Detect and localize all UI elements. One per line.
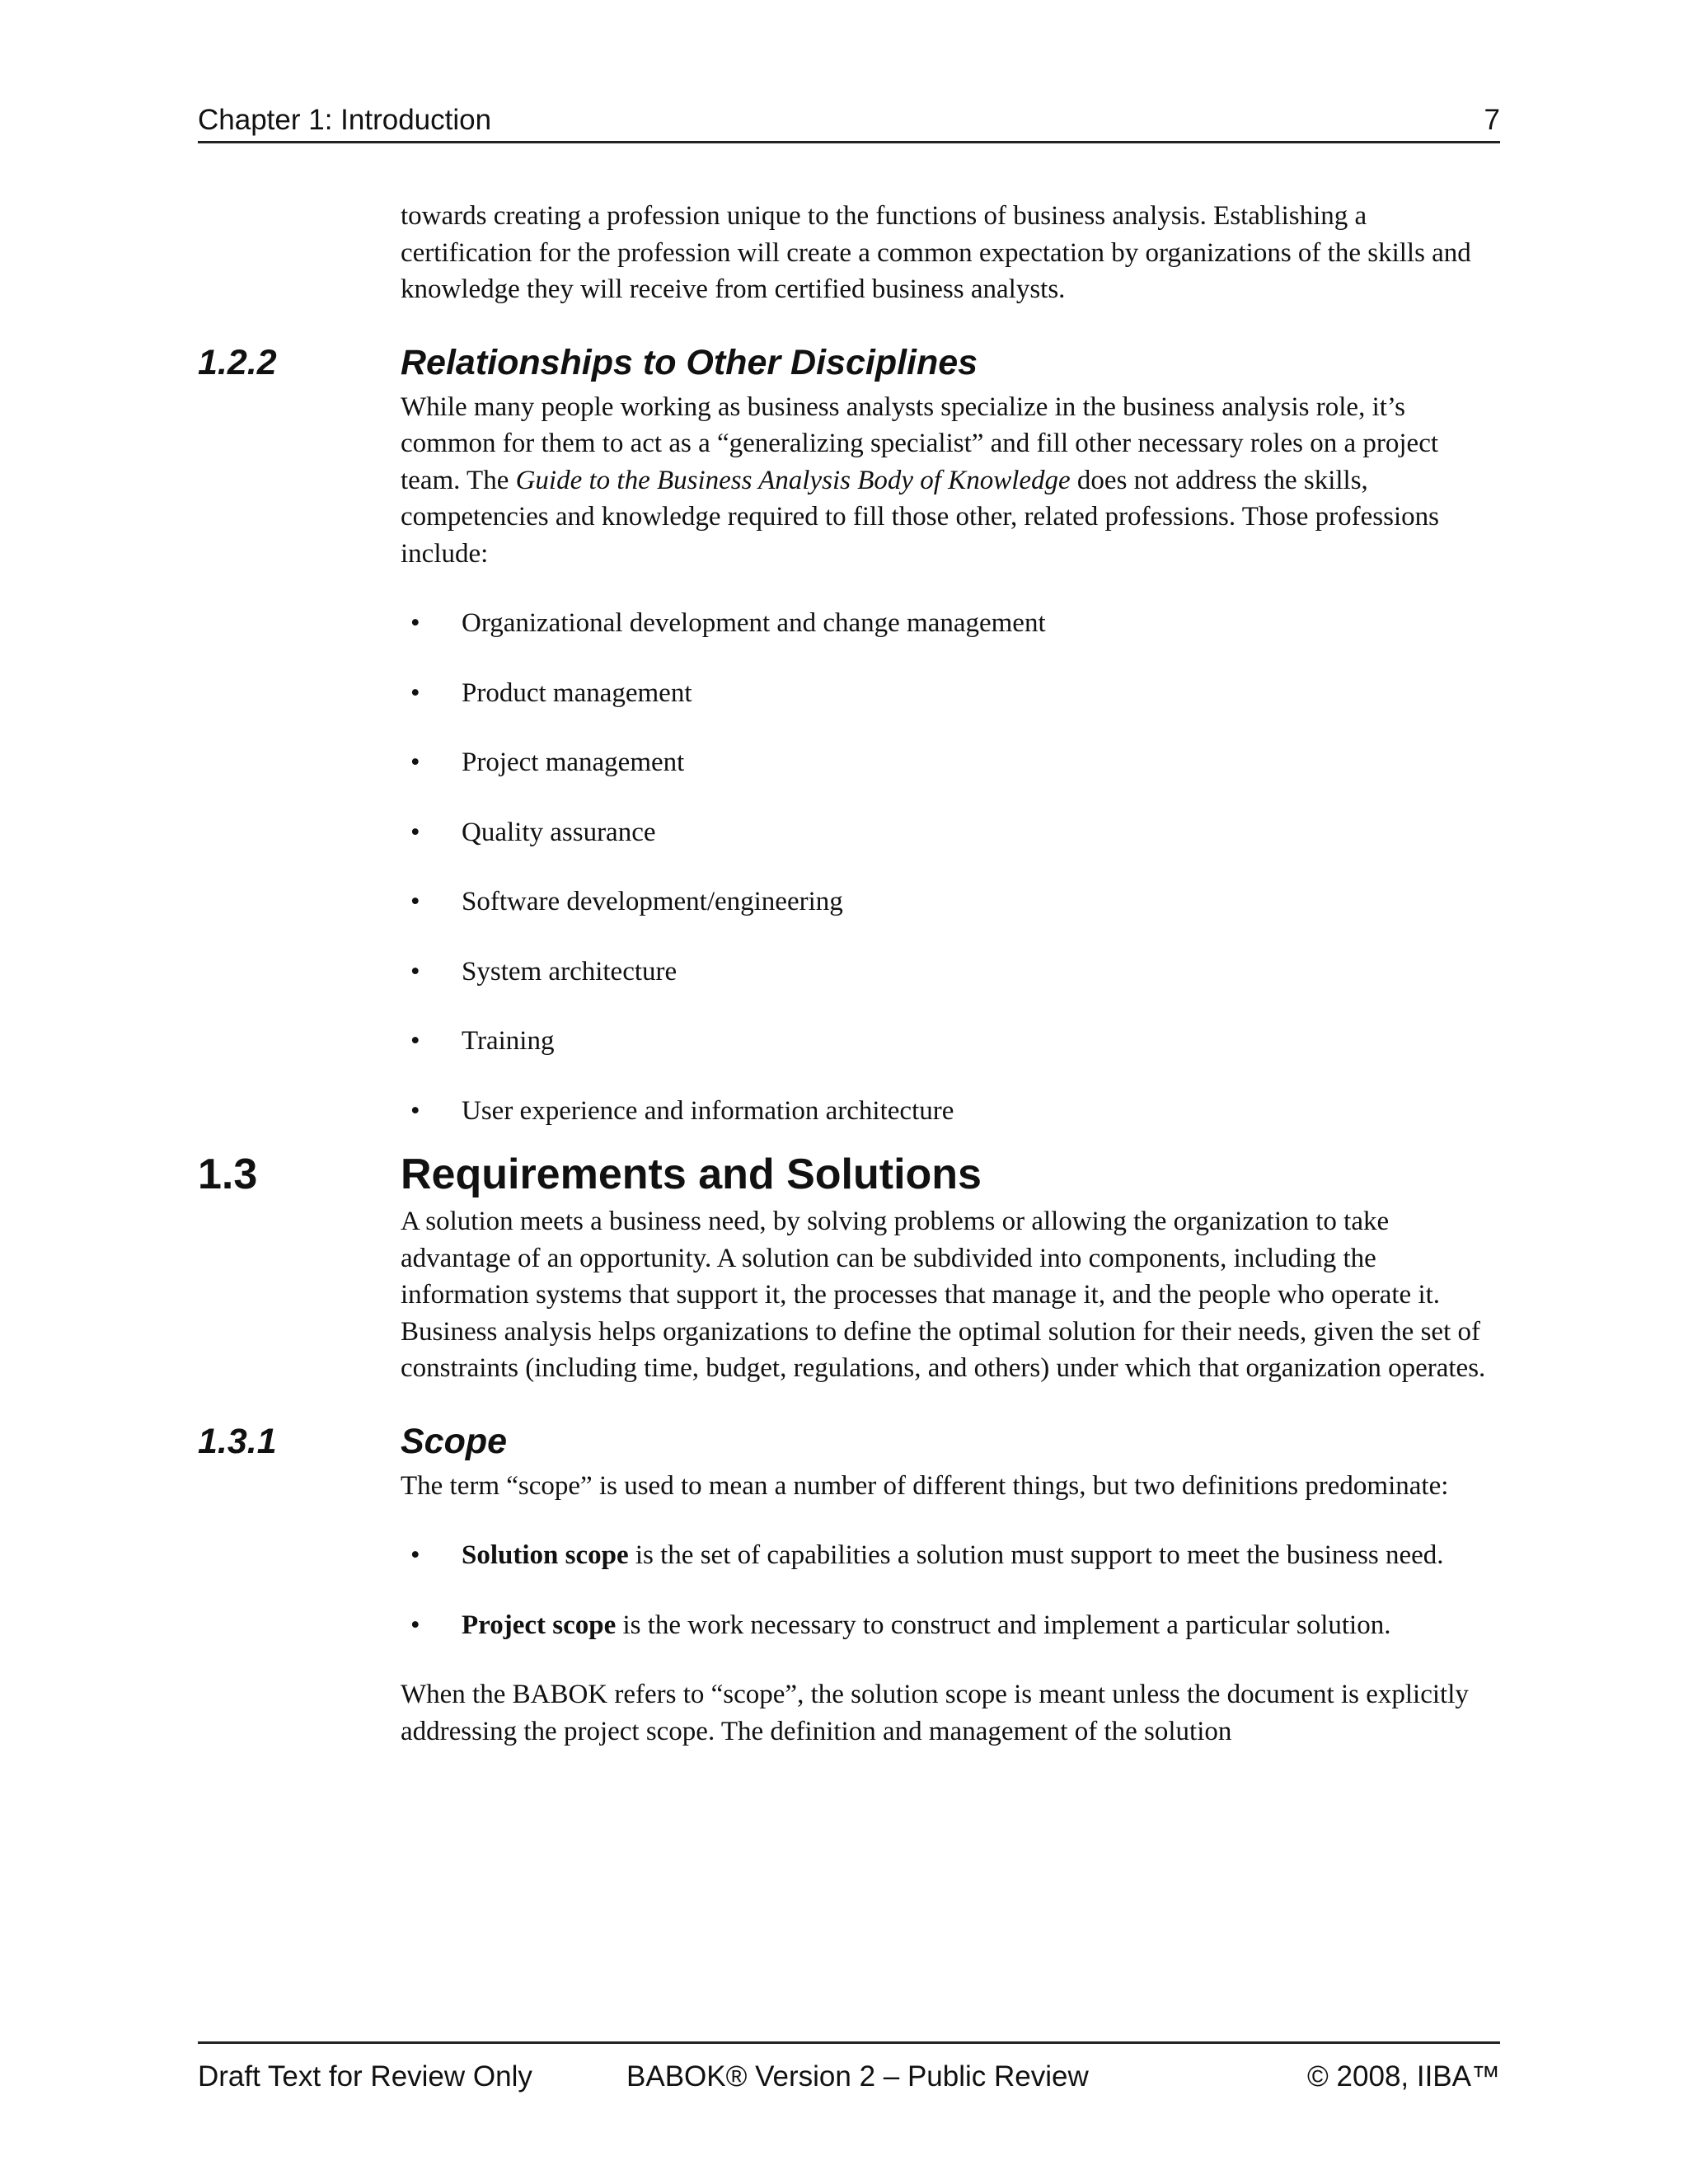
- bullet-icon: •: [410, 748, 420, 777]
- bullet-icon: •: [410, 677, 420, 708]
- disciplines-text-end: does not address the skills, competencies and knowledge required to fill those other, related professions. Those professions include:: [401, 465, 1439, 569]
- heading-1-3-1: [198, 1418, 1500, 1465]
- footer-draft-note: Draft Text for Review Only: [198, 2060, 532, 2093]
- section-number: 1.3.1: [198, 1421, 277, 1461]
- bullet-icon: •: [410, 1610, 420, 1640]
- list-item: [410, 675, 1500, 712]
- bullet-icon: •: [410, 817, 420, 847]
- intro-paragraph: towards creating a profession unique to the functions of business analysis. Establishing a certification for the profession will create a common expectation by organizations of the skills and knowledge they will receive from certified business analysts.: [401, 201, 1471, 304]
- bullet-icon: •: [410, 1095, 420, 1126]
- solutions-paragraph: A solution meets a business need, by solving problems or allowing the organization to take advantage of an opportunity. A solution can be subdivided into components, including the information systems that support it, the processes that manage it, and the people who operate it. Business analysis helps organizations to define the optimal solution for their needs, given the set of constraints (including time, budget, regulations, and others) under which that organization operates.: [401, 1207, 1486, 1383]
- definition-text: is the set of capabilities a solution must support to meet the business need.: [628, 1540, 1444, 1570]
- list-item-text: Organizational development and change management: [462, 608, 1046, 638]
- bullet-icon: •: [410, 1540, 420, 1570]
- list-item: [410, 1537, 1500, 1574]
- list-item-text: Training: [462, 1026, 555, 1056]
- list-item: [410, 744, 1500, 781]
- definition-term: Solution scope: [462, 1540, 629, 1570]
- page-number: 7: [1484, 104, 1500, 136]
- scope-definitions-list: [198, 1537, 1500, 1643]
- list-item-text: User experience and information architecture: [462, 1095, 954, 1126]
- babok-guide-title: Guide to the Business Analysis Body of Knowledge: [515, 465, 1071, 495]
- professions-list: [198, 605, 1500, 1129]
- footer-copyright: © 2008, IIBA™: [1307, 2060, 1500, 2093]
- page-content: [198, 198, 1500, 1750]
- list-item-text: Project management: [462, 748, 685, 777]
- list-item: [410, 1023, 1500, 1060]
- heading-1-3: [198, 1147, 1500, 1202]
- disciplines-paragraph: [401, 389, 1500, 573]
- list-item-text: Product management: [462, 677, 692, 708]
- list-item: [410, 1607, 1500, 1644]
- heading-1-2-2: [198, 340, 1500, 386]
- definition-term: Project scope: [462, 1610, 617, 1640]
- list-item: [410, 814, 1500, 851]
- page-footer: [198, 2041, 1500, 2097]
- list-item-text: Quality assurance: [462, 817, 656, 847]
- list-item: [410, 605, 1500, 642]
- footer-version: BABOK® Version 2 – Public Review: [626, 2060, 1089, 2093]
- definition-text: is the work necessary to construct and implement a particular solution.: [616, 1610, 1391, 1640]
- chapter-title: Chapter 1: Introduction: [198, 104, 492, 136]
- list-item-text: Software development/engineering: [462, 887, 843, 916]
- list-item: [410, 1093, 1500, 1130]
- bullet-icon: •: [410, 887, 420, 916]
- section-number: 1.3: [198, 1151, 258, 1198]
- bullet-icon: •: [410, 608, 420, 638]
- list-item: [410, 883, 1500, 921]
- list-item: [410, 954, 1500, 991]
- section-title: Relationships to Other Disciplines: [401, 342, 978, 382]
- scope-paragraph: The term “scope” is used to mean a number of different things, but two definitions predominate:: [401, 1470, 1449, 1501]
- section-number: 1.2.2: [198, 342, 277, 382]
- bullet-icon: •: [410, 1026, 420, 1056]
- closing-paragraph: When the BABOK refers to “scope”, the solution scope is meant unless the document is explicitly addressing the project scope. The definition and management of the solution: [401, 1680, 1469, 1746]
- page-header: [198, 95, 1500, 143]
- list-item-text: System architecture: [462, 956, 678, 987]
- disciplines-text-start: While many people working as business analysts specialize in the business analysis role, it’s common for them to act as a “generalizing specialist” and fill other necessary roles on a project team. The: [401, 391, 1439, 495]
- bullet-icon: •: [410, 956, 420, 987]
- section-title: Requirements and Solutions: [401, 1151, 982, 1198]
- section-title: Scope: [401, 1421, 508, 1461]
